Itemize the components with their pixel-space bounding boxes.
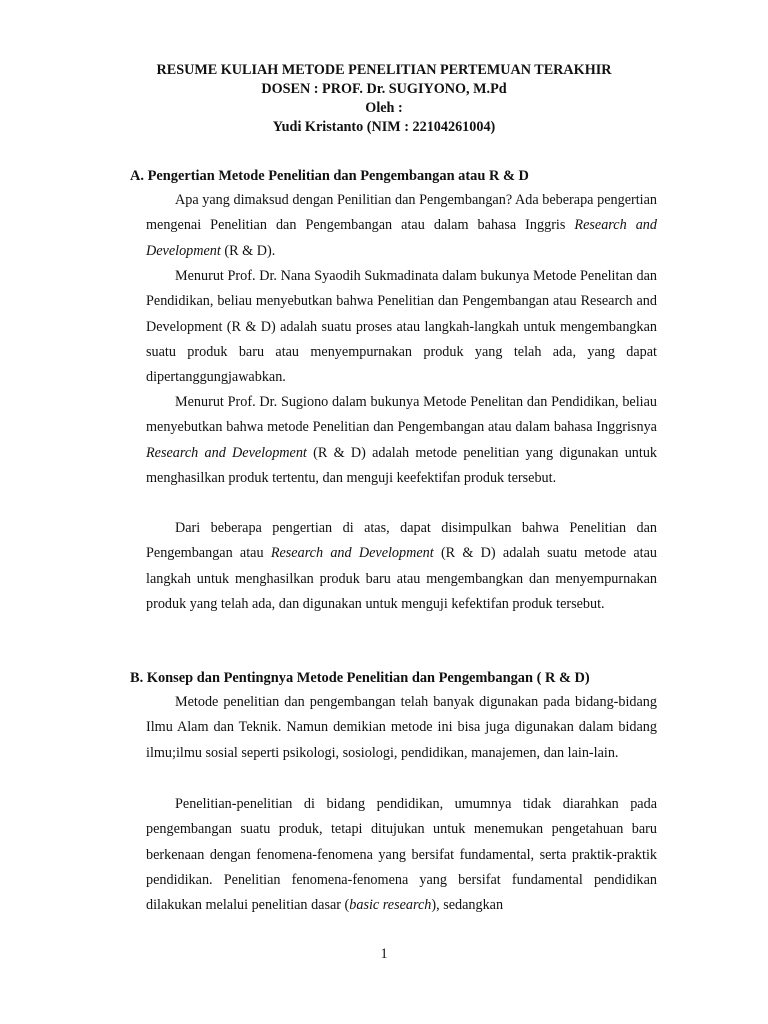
paragraph-text: Metode penelitian dan pengembangan telah banyak digunakan pada bidang-bidang Ilmu Alam dan Teknik. Namun demikian metode ini bisa juga digunakan dalam bidang ilmu;ilmu sosial seperti psikologi, sosiologi, pendidikan, manajemen, dan lain-lain. <box>146 694 657 761</box>
section-a-paragraph-2 <box>146 264 657 390</box>
section-b-heading: B. Konsep dan Pentingnya Metode Penelitian dan Pengembangan ( R & D) <box>130 670 590 686</box>
paragraph-italic-term: Research and Development <box>270 545 434 562</box>
paragraph-italic-term: Research and Development <box>146 444 307 461</box>
header-title: RESUME KULIAH METODE PENELITIAN PERTEMUAN TERAKHIR <box>156 62 612 78</box>
paragraph-text: (R & D) adalah suatu metode atau langkah untuk menghasilkan produk baru atau mengembangkan dan menyempurnakan produk yang telah ada, dan digunakan untuk menguji kefektifan produk tersebut. <box>146 545 657 612</box>
document-header <box>0 61 768 137</box>
paragraph-text: Dari beberapa pengertian di atas, dapat disimpulkan bahwa Penelitian dan Pengembangan atau <box>146 520 657 562</box>
page-number: 1 <box>380 946 388 962</box>
paragraph-text: Apa yang dimaksud dengan Penilitian dan Pengembangan? Ada beberapa pengertian mengenai Penelitian dan Pengembangan atau dalam bahasa Inggris <box>146 192 657 234</box>
header-by: Oleh : <box>365 100 403 116</box>
section-b-paragraph-1 <box>146 690 657 766</box>
paragraph-text: ), sedangkan <box>431 897 504 914</box>
paragraph-text: Menurut Prof. Dr. Nana Syaodih Sukmadinata dalam bukunya Metode Penelitan dan Pendidikan, beliau menyebutkan bahwa Penelitian dan Pengembangan atau Research and Development (R & D) adalah suatu proses atau langkah-langkah untuk mengembangkan suatu produk baru atau menyempurnakan produk yang telah ada, yang dapat dipertanggungjawabkan. <box>146 268 657 386</box>
section-b-paragraph-2 <box>146 792 657 918</box>
paragraph-text: (R & D). <box>220 242 276 259</box>
section-a-heading: A. Pengertian Metode Penelitian dan Pengembangan atau R & D <box>130 168 529 184</box>
section-a-paragraph-1 <box>146 188 657 264</box>
paragraph-text: Penelitian-penelitian di bidang pendidikan, umumnya tidak diarahkan pada pengembangan suatu produk, tetapi ditujukan untuk menemukan pengetahuan baru berkenaan dengan fenomena-fenomena yang bersifat fundamental, serta praktik-praktik pendidikan. Penelitian fenomena-fenomena yang bersifat fundamental pendidikan dilakukan melalui penelitian dasar ( <box>146 796 657 914</box>
paragraph-italic-term: Research and Development <box>146 217 657 259</box>
paragraph-text: (R & D) adalah metode penelitian yang digunakan untuk menghasilkan produk tertentu, dan menguji keefektifan produk tersebut. <box>146 444 658 486</box>
section-a-paragraph-4 <box>146 516 657 617</box>
header-lecturer: DOSEN : PROF. Dr. SUGIYONO, M.Pd <box>261 81 507 97</box>
paragraph-text: Menurut Prof. Dr. Sugiono dalam bukunya Metode Penelitan dan Pendidikan, beliau menyebutkan bahwa metode Penelitian dan Pengembangan atau dalam bahasa Inggrisnya <box>146 394 657 436</box>
paragraph-italic-term: basic research <box>349 897 432 914</box>
header-author: Yudi Kristanto (NIM : 22104261004) <box>272 119 496 135</box>
section-a-paragraph-3 <box>146 390 657 491</box>
